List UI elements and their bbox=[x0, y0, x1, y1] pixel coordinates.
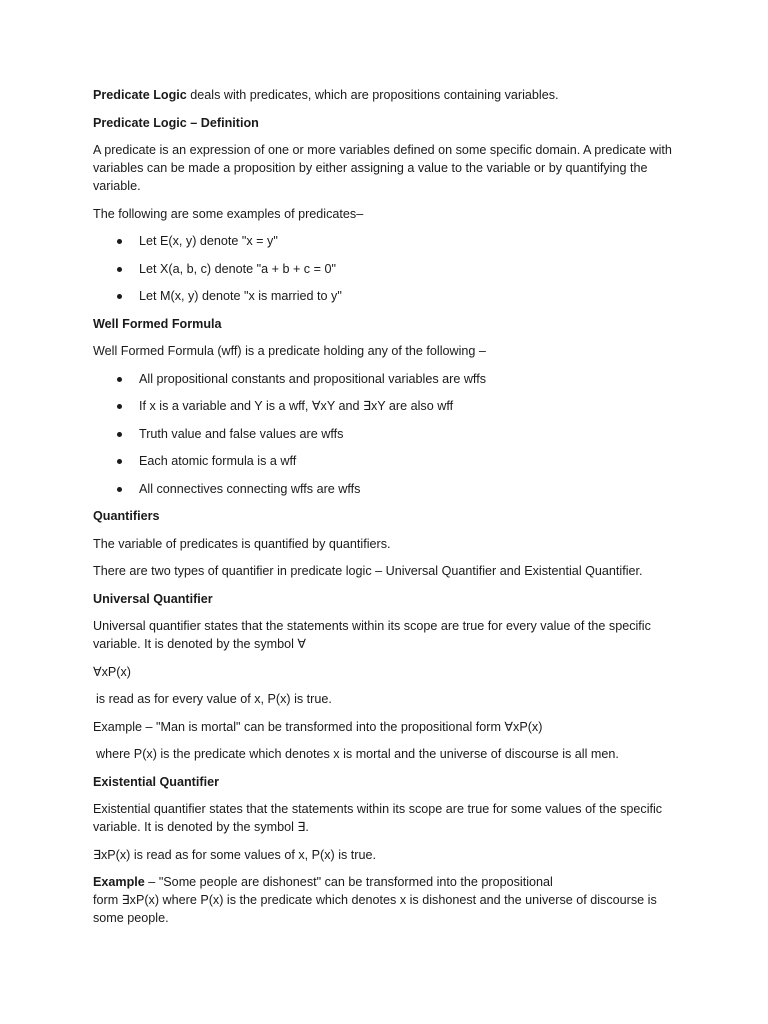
universal-text: Universal quantifier states that the statements within its scope are true for every value of the specific variable. It is denoted by the symbol ∀ bbox=[93, 619, 651, 651]
universal-reading: is read as for every value of x, P(x) is true. bbox=[96, 692, 332, 706]
quantifiers-text-2: There are two types of quantifier in predicate logic – Universal Quantifier and Existential Quantifier. bbox=[93, 564, 643, 578]
example-line-2: form ∃xP(x) where P(x) is the predicate which denotes x is dishonest and the universe of discourse is some people. bbox=[93, 893, 657, 925]
list-item: All propositional constants and propositional variables are wffs bbox=[93, 370, 683, 388]
intro-term: Predicate Logic bbox=[93, 88, 187, 102]
examples-list bbox=[93, 232, 683, 305]
existential-heading: Existential Quantifier bbox=[93, 774, 219, 789]
intro-paragraph bbox=[93, 86, 683, 104]
list-item: Each atomic formula is a wff bbox=[93, 452, 683, 470]
document-page bbox=[93, 86, 683, 937]
quantifiers-text-1: The variable of predicates is quantified by quantifiers. bbox=[93, 536, 391, 551]
list-item: Let E(x, y) denote "x = y" bbox=[93, 232, 683, 250]
universal-formula: ∀xP(x) bbox=[93, 664, 131, 679]
list-item: If x is a variable and Y is a wff, ∀xY and ∃xY are also wff bbox=[93, 397, 683, 415]
existential-text: Existential quantifier states that the statements within its scope are true for some values of the specific variable. It is denoted by the symbol ∃. bbox=[93, 802, 663, 834]
example-label: Example bbox=[93, 875, 145, 889]
list-item: Let M(x, y) denote "x is married to y" bbox=[93, 287, 683, 305]
definition-text: A predicate is an expression of one or more variables defined on some specific domain. A predicate with variables can be made a proposition by either assigning a value to the variable or by quantifying the variable. bbox=[93, 143, 672, 193]
universal-explanation: where P(x) is the predicate which denotes x is mortal and the universe of discourse is all men. bbox=[96, 747, 619, 761]
wff-heading: Well Formed Formula bbox=[93, 316, 222, 331]
examples-intro: The following are some examples of predicates– bbox=[93, 206, 364, 221]
intro-text: deals with predicates, which are propositions containing variables. bbox=[186, 88, 559, 102]
wff-text: Well Formed Formula (wff) is a predicate holding any of the following – bbox=[93, 344, 486, 358]
example-line-1: – "Some people are dishonest" can be transformed into the propositional bbox=[144, 875, 553, 889]
wff-list bbox=[93, 370, 683, 498]
list-item: Let X(a, b, c) denote "a + b + c = 0" bbox=[93, 260, 683, 278]
existential-reading: ∃xP(x) is read as for some values of x, P(x) is true. bbox=[93, 847, 377, 862]
list-item: Truth value and false values are wffs bbox=[93, 425, 683, 443]
existential-example bbox=[93, 873, 683, 927]
universal-heading: Universal Quantifier bbox=[93, 591, 213, 606]
universal-example: Example – "Man is mortal" can be transformed into the propositional form ∀xP(x) bbox=[93, 719, 543, 734]
list-item: All connectives connecting wffs are wffs bbox=[93, 480, 683, 498]
definition-heading: Predicate Logic – Definition bbox=[93, 115, 259, 130]
quantifiers-heading: Quantifiers bbox=[93, 509, 160, 523]
